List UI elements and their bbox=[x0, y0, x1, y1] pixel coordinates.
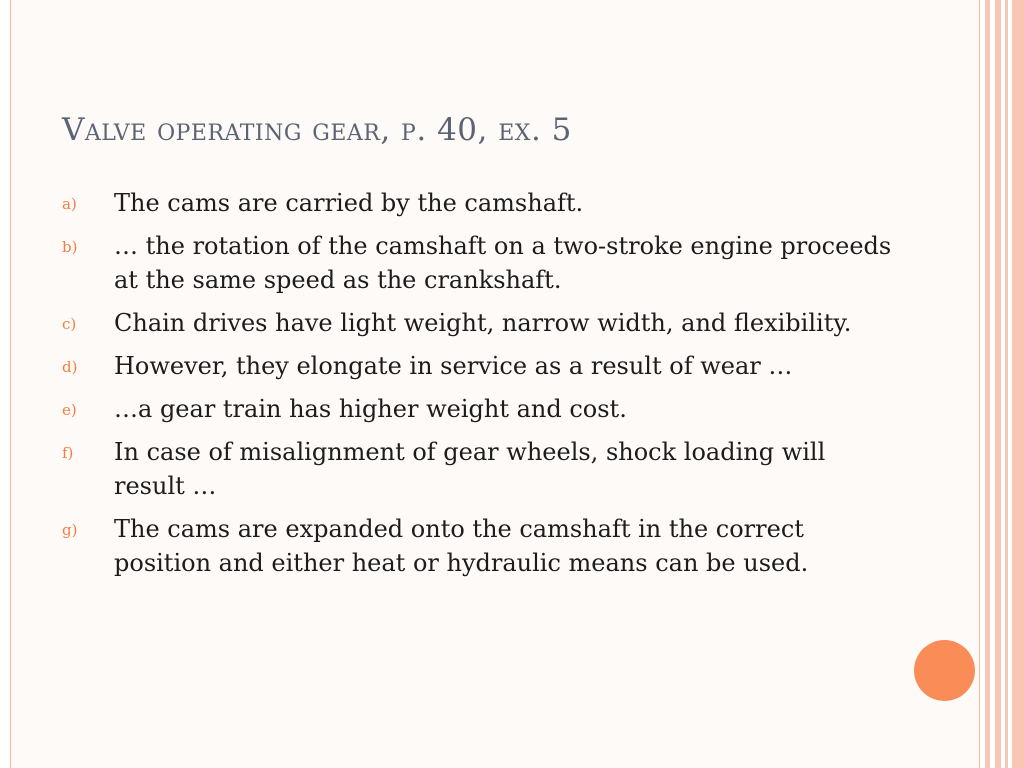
list-item-text: The cams are carried by the camshaft. bbox=[114, 189, 584, 217]
list-marker: g) bbox=[62, 521, 78, 539]
list-item-text: The cams are expanded onto the camshaft in the correct position and either heat or hydraulic means can be used. bbox=[114, 515, 809, 577]
decorative-circle bbox=[914, 640, 975, 701]
list-item-text: …a gear train has higher weight and cost. bbox=[114, 395, 627, 423]
list-item bbox=[62, 306, 892, 340]
list-item bbox=[62, 229, 892, 297]
slide-title: Valve operating gear, p. 40, ex. 5 bbox=[62, 112, 572, 148]
list-marker: e) bbox=[62, 401, 77, 419]
list-marker: d) bbox=[62, 358, 78, 376]
list-item-text: In case of misalignment of gear wheels, shock loading will result … bbox=[114, 438, 826, 500]
list-item bbox=[62, 186, 892, 220]
list-item bbox=[62, 435, 892, 503]
list-marker: b) bbox=[62, 238, 78, 256]
list-item-text: … the rotation of the camshaft on a two-stroke engine proceeds at the same speed as the crankshaft. bbox=[114, 232, 892, 294]
list-item bbox=[62, 349, 892, 383]
list-marker: c) bbox=[62, 315, 77, 333]
right-stripe-2 bbox=[995, 0, 1001, 768]
list-marker: a) bbox=[62, 195, 77, 213]
right-stripe-3 bbox=[1005, 0, 1008, 768]
list-item bbox=[62, 392, 892, 426]
right-stripe-1 bbox=[985, 0, 990, 768]
list-item-text: Chain drives have light weight, narrow width, and flexibility. bbox=[114, 309, 852, 337]
exercise-list bbox=[62, 186, 892, 589]
right-stripe-4 bbox=[1012, 0, 1024, 768]
list-item-text: However, they elongate in service as a result of wear … bbox=[114, 352, 793, 380]
list-marker: f) bbox=[62, 444, 74, 462]
list-item bbox=[62, 512, 892, 580]
